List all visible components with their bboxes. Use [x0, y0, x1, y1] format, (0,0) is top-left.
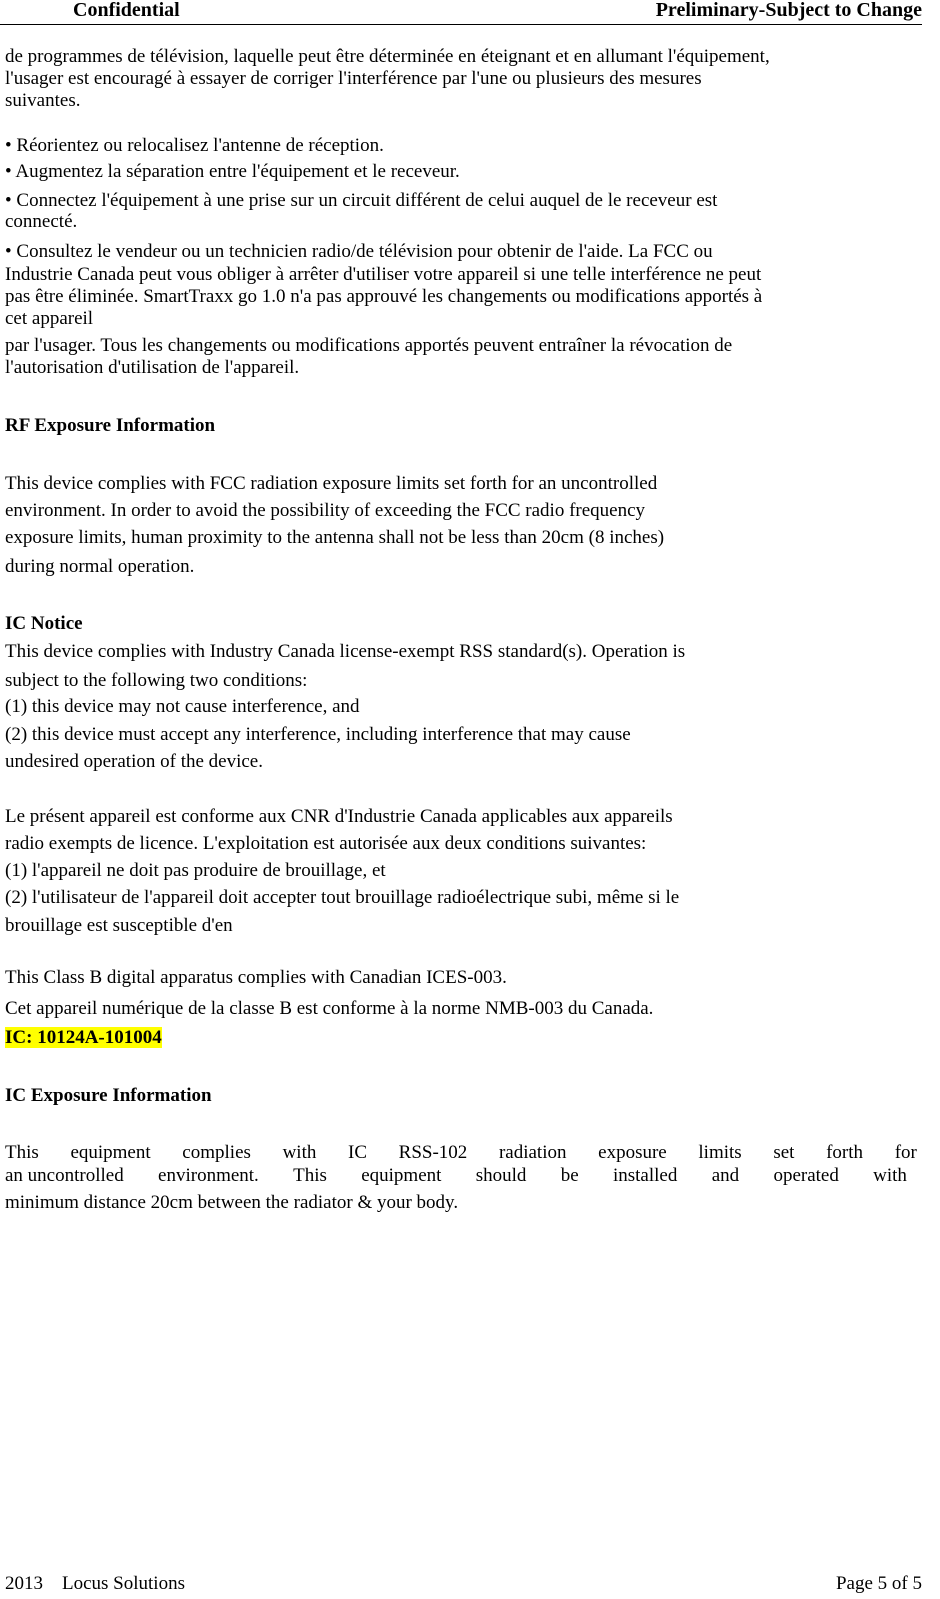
- justified-word: This: [293, 1165, 327, 1186]
- justified-word: environment.: [158, 1165, 259, 1186]
- bullet-item-continued: l'autorisation d'utilisation de l'appareil.: [5, 357, 300, 378]
- justified-word: an uncontrolled: [5, 1165, 124, 1186]
- justified-word: limits: [698, 1142, 742, 1163]
- justified-word: operated: [773, 1165, 839, 1186]
- ic-id-highlight: IC: 10124A-101004: [5, 1027, 162, 1048]
- justified-word: with: [873, 1165, 907, 1186]
- ic-french-line: Le présent appareil est conforme aux CNR d'Industrie Canada applicables aux appareils: [5, 806, 673, 827]
- bullet-item: • Augmentez la séparation entre l'équipement et le receveur.: [5, 161, 460, 182]
- preliminary-label: Preliminary-Subject to Change: [655, 0, 922, 21]
- justified-word: radiation: [498, 1142, 567, 1163]
- justified-word: with: [282, 1142, 317, 1163]
- ic-exposure-heading: IC Exposure Information: [5, 1085, 212, 1106]
- rf-exposure-heading: RF Exposure Information: [5, 415, 216, 436]
- justified-word: equipment: [70, 1142, 151, 1163]
- justified-word: installed: [612, 1165, 678, 1186]
- page-header: [0, 0, 922, 25]
- bullet-item-continued: cet appareil: [5, 308, 94, 329]
- footer-company: 2013 Locus Solutions: [5, 1573, 185, 1594]
- rf-text-line: This device complies with FCC radiation exposure limits set forth for an uncontrolled: [5, 473, 658, 494]
- bullet-item: • Consultez le vendeur ou un technicien radio/de télévision pour obtenir de l'aide. La FCC ou: [5, 241, 713, 262]
- justified-word: equipment: [361, 1165, 442, 1186]
- ic-text-line: undesired operation of the device.: [5, 751, 263, 772]
- confidential-label: Confidential: [73, 0, 180, 21]
- rf-text-line: exposure limits, human proximity to the antenna shall not be less than 20cm (8 inches): [5, 527, 665, 548]
- justified-word: IC: [348, 1142, 367, 1163]
- ic-text-line: (2) this device must accept any interference, including interference that may cause: [5, 724, 631, 745]
- footer-page-number: Page 5 of 5: [835, 1573, 922, 1594]
- french-intro-line: suivantes.: [5, 90, 81, 111]
- bullet-item: • Réorientez ou relocalisez l'antenne de réception.: [5, 135, 384, 156]
- justified-word: exposure: [598, 1142, 667, 1163]
- french-intro-line: l'usager est encouragé à essayer de corriger l'interférence par l'une ou plusieurs des mesures: [5, 68, 702, 89]
- justified-word: This: [5, 1142, 39, 1163]
- justified-word: and: [711, 1165, 740, 1186]
- ic-notice-heading: IC Notice: [5, 613, 83, 634]
- ic-text-line: This device complies with Industry Canada license-exempt RSS standard(s). Operation is: [5, 641, 686, 662]
- ic-french-line: brouillage est susceptible d'en: [5, 915, 233, 936]
- ic-french-line: radio exempts de licence. L'exploitation est autorisée aux deux conditions suivantes:: [5, 833, 647, 854]
- ic-french-line: (1) l'appareil ne doit pas produire de brouillage, et: [5, 860, 386, 881]
- justified-word: set: [773, 1142, 795, 1163]
- bullet-item-continued: Industrie Canada peut vous obliger à arrêter d'utiliser votre appareil si une telle interférence ne peut: [5, 264, 762, 285]
- rf-text-line: environment. In order to avoid the possibility of exceeding the FCC radio frequency: [5, 500, 646, 521]
- bullet-item-continued: connecté.: [5, 211, 78, 232]
- nmb-line: Cet appareil numérique de la classe B est conforme à la norme NMB-003 du Canada.: [5, 998, 654, 1019]
- ic-exposure-line-2: [5, 1164, 907, 1188]
- bullet-item-continued: par l'usager. Tous les changements ou modifications apportés peuvent entraîner la révocation de: [5, 335, 733, 356]
- justified-word: be: [560, 1165, 579, 1186]
- ic-id-line: [5, 1026, 162, 1050]
- ic-text-line: subject to the following two conditions:: [5, 670, 308, 691]
- rf-text-line: during normal operation.: [5, 556, 195, 577]
- ic-text-line: (1) this device may not cause interference, and: [5, 696, 360, 717]
- justified-word: forth: [826, 1142, 864, 1163]
- justified-word: complies: [182, 1142, 251, 1163]
- justified-word: for: [894, 1142, 917, 1163]
- ic-exposure-line-1: [5, 1141, 917, 1165]
- justified-word: should: [475, 1165, 527, 1186]
- french-intro-line: de programmes de télévision, laquelle peut être déterminée en éteignant et en allumant l'équipement,: [5, 46, 770, 67]
- ic-exposure-line-3: minimum distance 20cm between the radiator & your body.: [5, 1192, 459, 1213]
- justified-word: RSS-102: [398, 1142, 468, 1163]
- ices-line: This Class B digital apparatus complies with Canadian ICES-003.: [5, 967, 507, 988]
- bullet-item: • Connectez l'équipement à une prise sur un circuit différent de celui auquel de le receveur est: [5, 190, 718, 211]
- ic-french-line: (2) l'utilisateur de l'appareil doit accepter tout brouillage radioélectrique subi, même si le: [5, 887, 680, 908]
- bullet-item-continued: pas être éliminée. SmartTraxx go 1.0 n'a pas approuvé les changements ou modifications apportés à: [5, 286, 763, 307]
